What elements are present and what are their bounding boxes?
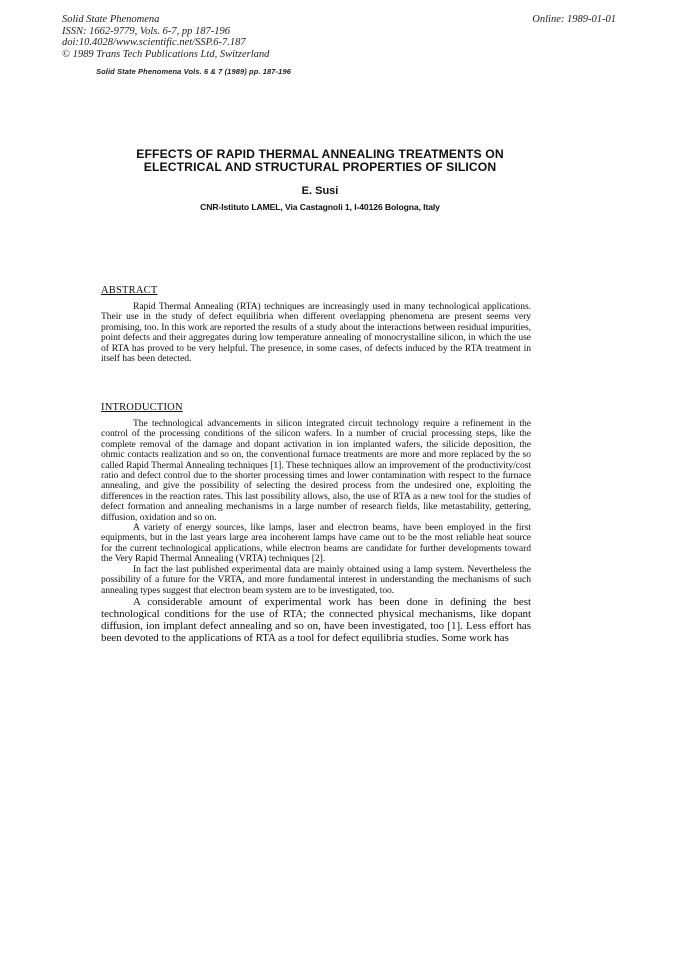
- intro-paragraph-3: In fact the last published experimental data are mainly obtained using a lamp system. Nevertheless the possibility of a future for the VRTA, and more fundamental interest in understanding the mechanisms of such annealing types suggest that electron beam system are to be investigated, too.: [101, 563, 531, 596]
- citation-block: [62, 14, 269, 60]
- intro-paragraph-1: The technological advancements in silicon integrated circuit technology require a refinement in the control of the processing conditions of the silicon wafers. In a number of crucial processing steps, like the complete removal of the damage and dopant activation in ion implanted wafers, the silicide deposition, the ohmic contacts realization and so on, the conventional furnace treatments are more and more replaced by the so called Rapid Thermal Annealing techniques [1]. These techniques allow an improvement of the productivity/cost ratio and defect control due to the shorter processing times and lower contamination with respect to the furnace annealing, and give the possibility of selecting the desired process from the undesired one, exploiting the differences in the reaction rates. This last possibility allows, also, the use of RTA as a new tool for the studies of defect formation and annealing mechanisms in a large number of research fields, like metastability, gettering, diffusion, oxidation and so on.: [101, 418, 531, 523]
- paper-title: [100, 148, 540, 174]
- copyright-line: © 1989 Trans Tech Publications Ltd, Switzerland: [62, 48, 270, 60]
- abstract-heading: ABSTRACT: [101, 285, 158, 296]
- title-line-1: EFFECTS OF RAPID THERMAL ANNEALING TREATMENTS ON: [136, 147, 504, 161]
- author-affiliation: CNR-Istituto LAMEL, Via Castagnoli 1, I-40126 Bologna, Italy: [200, 202, 440, 212]
- online-date: Online: 1989-01-01: [532, 14, 616, 25]
- journal-name: Solid State Phenomena: [62, 14, 160, 25]
- abstract-paragraph: Rapid Thermal Annealing (RTA) techniques are increasingly used in many technological applications. Their use in the study of defect equilibria when different overlapping phenomena are present seems very promising, too. In this work are reported the results of a study about the interactions between residual impurities, point defects and their aggregates during low temperature annealing of monocrystalline silicon, in which the use of RTA has proved to be very helpful. The presence, in some cases, of defects induced by the RTA treatment in itself has been detected.: [101, 301, 531, 365]
- author-name: E. Susi: [301, 185, 339, 197]
- intro-paragraph-2: A variety of energy sources, like lamps, laser and electron beams, have been employed in the first equipments, but in the last years large area incoherent lamps have came out to be the most reliable heat source for the current technological applications, while electron beams are candidate for further developments toward the Very Rapid Thermal Annealing (VRTA) techniques [2].: [101, 522, 531, 565]
- title-line-2: ELECTRICAL AND STRUCTURAL PROPERTIES OF SILICON: [143, 160, 497, 174]
- introduction-heading: INTRODUCTION: [101, 402, 183, 413]
- introduction-body: [101, 419, 531, 644]
- issn-line: ISSN: 1662-9779, Vols. 6-7, pp 187-196: [62, 25, 230, 37]
- intro-paragraph-4: A considerable amount of experimental work has been done in defining the best technological conditions for the use of RTA; the connected physical mechanisms, like dopant diffusion, ion implant defect annealing and so on, have been investigated, too [1]. Less effort has been devoted to the applications of RTA as a tool for defect equilibria studies. Some work has: [101, 595, 531, 644]
- abstract-body: [101, 302, 531, 364]
- scanned-running-head: Solid State Phenomena Vols. 6 & 7 (1989) pp. 187-196: [96, 67, 291, 76]
- doi-line[interactable]: doi:10.4028/www.scientific.net/SSP.6-7.187: [62, 37, 246, 48]
